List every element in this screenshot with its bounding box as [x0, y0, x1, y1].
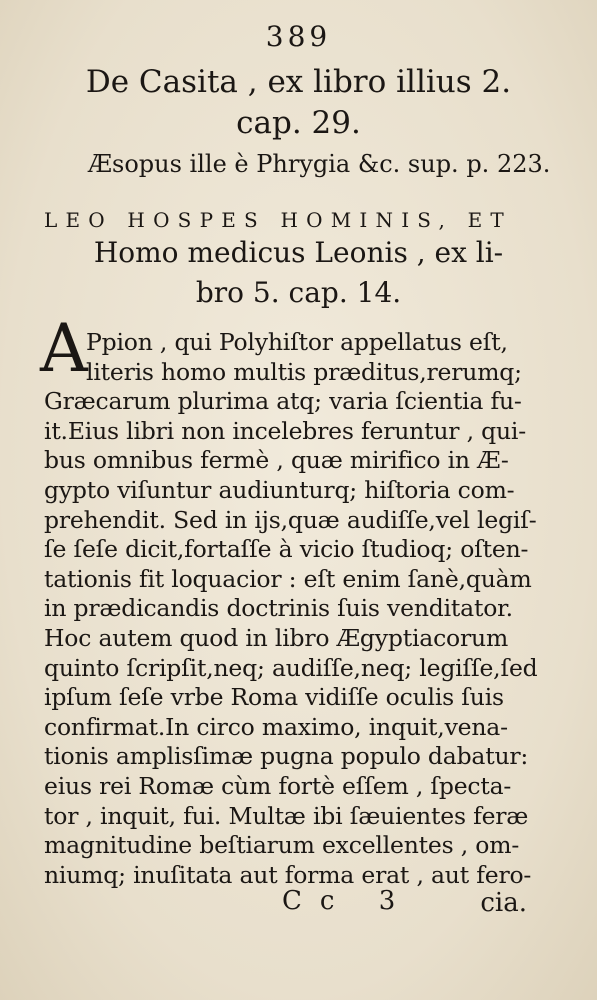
- body-line: literis homo multis præditus,rerumq;: [86, 357, 522, 386]
- body-line: prehendit. Sed in ijs,quæ audiſſe,vel legiſ-: [44, 505, 537, 534]
- signature-mark: Cc 3: [282, 886, 414, 916]
- body-line: in prædicandis doctrinis ſuis venditator.: [44, 594, 513, 623]
- section-heading-line-1: De Casita , ex libro illius 2.: [85, 64, 512, 100]
- body-line: quinto ſcripſit,neq; audiſſe,neq; legiſſe,ſed: [44, 653, 538, 682]
- body-line: bus omnibus fermè , quæ mirifico in Æ-: [44, 446, 509, 475]
- chapter-title-line-1: LEO HOSPES HOMINIS, ET: [44, 208, 512, 232]
- body-line: confirmat.In circo maximo, inquit,vena-: [44, 712, 508, 741]
- body-line: Hoc autem quod in libro Ægyptiacorum: [44, 624, 509, 652]
- catchword: cia.: [480, 888, 527, 918]
- body-line: niumq; inuſitata aut forma erat , aut fero-: [44, 860, 532, 889]
- section-heading-line-2: cap. 29.: [236, 105, 361, 141]
- source-note: Æsopus ille è Phrygia &c. sup. p. 223.: [88, 150, 551, 178]
- body-line: magnitudine beſtiarum excellentes , om-: [44, 831, 520, 860]
- chapter-title-line-3: bro 5. cap. 14.: [195, 276, 402, 309]
- body-line: tationis fit loquacior : eſt enim ſanè,quàm: [44, 564, 532, 593]
- body-line: eius rei Romæ cùm fortè eſſem , ſpecta-: [44, 772, 512, 800]
- body-line: tor , inquit, fui. Multæ ibi ſæuientes feræ: [44, 801, 529, 830]
- body-line: Græcarum plurima atq; varia ſcientia fu-: [44, 387, 522, 416]
- drop-capital: A: [40, 310, 88, 387]
- body-line: gypto viſuntur audiunturq; hiſtoria com-: [44, 476, 515, 504]
- page-number: 389: [265, 20, 332, 53]
- body-line: ipſum ſeſe vrbe Roma vidiſſe oculis ſuis: [44, 683, 504, 712]
- body-line: Ppion , qui Polyhiſtor appellatus eſt,: [86, 328, 508, 356]
- body-line: tionis amplisſimæ pugna populo dabatur:: [44, 742, 529, 771]
- body-line: it.Eius libri non incelebres feruntur , qui-: [44, 416, 526, 445]
- body-line: ſe ſeſe dicit,fortaſſe à vicio ſtudioq; oſten-: [44, 535, 529, 564]
- chapter-title-line-2: Homo medicus Leonis , ex li-: [93, 236, 504, 269]
